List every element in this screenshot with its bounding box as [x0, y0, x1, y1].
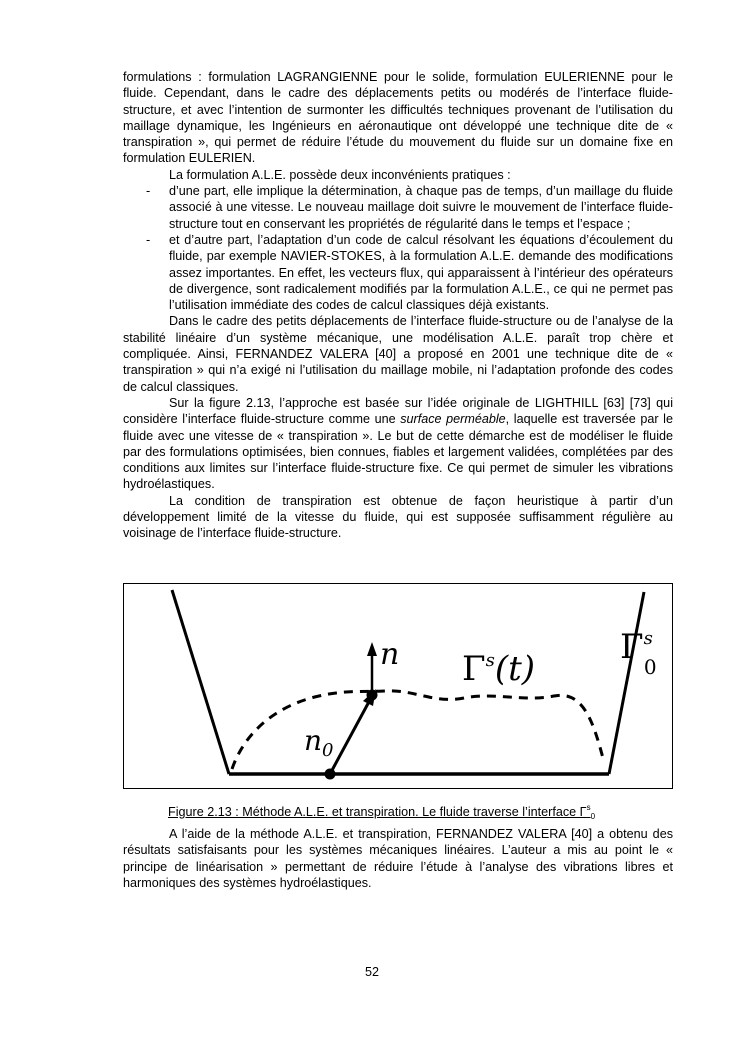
caption-sup: s	[586, 803, 591, 812]
paragraph-4-part-a: Sur la figure 2.13, l’approche est basée sur l’idée originale de LIGHTHILL [63] [73] qui considère l’interface fluide-structure comme une	[123, 395, 673, 427]
figure-caption	[168, 803, 595, 821]
paragraph-3: Dans le cadre des petits déplacements de l’interface fluide-structure ou de l’analyse de la stabilité linéaire d’un système mécanique, une modélisation A.L.E. paraît trop chère et compliquée. Ainsi, FERNANDEZ VALERA [40] a proposé en 2001 une technique dite de « transpiration » qui n’a exigé ni l’utilisation du maillage mobile, ni l’adaptation profonde des codes de calcul classiques.	[123, 314, 673, 394]
moving-interface-gamma-t	[232, 691, 604, 769]
right-wall	[609, 592, 644, 774]
paragraph-4-part-b: , laquelle est traversée par le fluide avec une vitesse de « transpiration ». Le but de cette démarche est de modéliser le fluide par des formulations optimisées, bien connues, fiables et largement validées, complétées par des conditions aux limites sur l’interface fluide-structure fixe. Ce qui permet de simuler les vibrations hydroélastiques.	[123, 412, 673, 492]
arrowhead-n	[367, 642, 377, 656]
paragraph-4-emphasis: surface perméable	[400, 412, 506, 427]
body-text	[123, 69, 673, 542]
label-gamma-t: $\Gamma^s(t)$	[462, 649, 536, 689]
paragraph-4	[123, 395, 673, 493]
bullet-mark: -	[146, 232, 151, 247]
left-wall	[172, 590, 229, 774]
bullet-text-1: d’une part, elle implique la détermination, à chaque pas de temps, d’un maillage du fluide associé à une vitesse. Le nouveau maillage doit suivre le mouvement de l’interface fluide-structure tout en conservant les propriétés de régularité dans le temps et l’espace ;	[169, 184, 673, 231]
bullet-item-2	[123, 232, 673, 313]
bullet-list	[123, 183, 673, 313]
caption-text: Figure 2.13 : Méthode A.L.E. et transpiration. Le fluide traverse l’interface Γ	[168, 805, 587, 819]
paragraph-1: formulations : formulation LAGRANGIENNE pour le solide, formulation EULERIENNE pour le fluide. Cependant, dans le cadre des déplacements petits ou modérés de l’interface fluide-structure, et avec l’intention de surmonter les difficultés techniques provenant de l’utilisation du maillage dynamique, les Ingénieurs en aéronautique ont développé une technique dite de « transpiration », qui permet de réduire l’étude du mouvement du fluide sur un domaine fixe en formulation EULERIEN.	[123, 70, 673, 166]
normal-vector-n0	[330, 698, 371, 774]
transpiration-diagram	[124, 584, 674, 790]
caption-sub: 0	[590, 812, 596, 821]
bullet-mark: -	[146, 184, 151, 199]
paragraph-2: La formulation A.L.E. possède deux inconvénients pratiques :	[169, 167, 511, 182]
label-gamma0: $\Gamma^s$ 0	[620, 627, 657, 679]
paragraph-6: A l’aide de la méthode A.L.E. et transpiration, FERNANDEZ VALERA [40] a obtenu des résultats satisfaisants pour les systèmes mécaniques linéaires. L’auteur a mis au point le « principe de linéarisation » permettant de réduire l’étude à l’analyse des vibrations libres et harmoniques des systèmes hydroélastiques.	[123, 827, 673, 890]
label-n0: $n_0$	[304, 724, 334, 761]
page-number: 52	[364, 965, 379, 979]
bullet-text-2: et d’autre part, l’adaptation d’un code de calcul résolvant les équations d’écoulement du fluide, par exemple NAVIER-STOKES, à la formulation A.L.E. demande des modifications assez importantes. En effet, les vecteurs flux, qui apparaissent à l’intérieur des opérateurs de divergence, sont radicalement modifiés par la formulation A.L.E., ce qui ne permet pas l’utilisation immédiate des codes de calcul classiques déjà existants.	[169, 232, 673, 313]
label-n: n	[380, 637, 400, 672]
bullet-item-1	[123, 183, 673, 232]
point-on-gamma-t	[367, 690, 378, 701]
body-text-after-figure	[123, 826, 673, 891]
paragraph-5: La condition de transpiration est obtenue de façon heuristique à partir d’un développement limité de la vitesse du fluide, qui est supposée suffisamment régulière au voisinage de l’interface fluide-structure.	[123, 493, 673, 541]
point-on-gamma0	[325, 769, 336, 780]
figure-2-13	[123, 583, 673, 789]
